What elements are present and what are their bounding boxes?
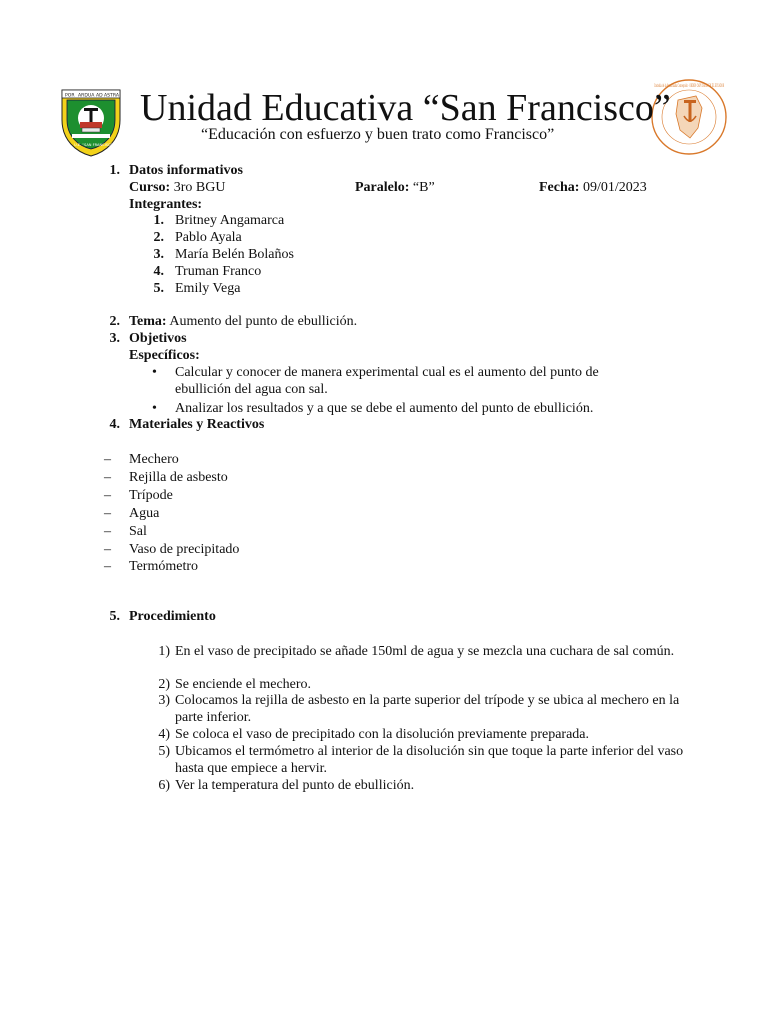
school-shield-logo bbox=[58, 86, 124, 158]
section-number: 5. bbox=[109, 609, 120, 624]
step-number: 4) bbox=[158, 727, 170, 742]
section-heading-objetivos: Objetivos bbox=[129, 331, 187, 346]
member-number: 1. bbox=[153, 213, 164, 228]
dash-icon: – bbox=[104, 488, 111, 503]
step-number: 1) bbox=[158, 644, 170, 659]
curso-label: Curso: bbox=[129, 180, 171, 195]
paralelo-value: “B” bbox=[412, 180, 435, 195]
dash-icon: – bbox=[104, 470, 111, 485]
step-number: 3) bbox=[158, 693, 170, 708]
member-number: 4. bbox=[153, 264, 164, 279]
dash-icon: – bbox=[104, 524, 111, 539]
fecha-label: Fecha: bbox=[539, 180, 580, 195]
section-number: 4. bbox=[109, 417, 120, 432]
fecha-value: 09/01/2023 bbox=[582, 180, 647, 195]
bullet-icon: • bbox=[152, 401, 157, 416]
dash-icon: – bbox=[104, 542, 111, 557]
step-number: 6) bbox=[158, 778, 170, 793]
procedure-step: Colocamos la rejilla de asbesto en la parte superior del trípode y se ubica al mechero en la parte inferior. bbox=[175, 693, 680, 725]
curso-value: 3ro BGU bbox=[173, 180, 226, 195]
section-number: 3. bbox=[109, 331, 120, 346]
section-heading-datos: Datos informativos bbox=[129, 163, 243, 178]
paralelo-field bbox=[355, 179, 435, 196]
objective-item: Analizar los resultados y a que se debe el aumento del punto de ebullición. bbox=[175, 401, 594, 416]
member-name: María Belén Bolaños bbox=[175, 247, 294, 262]
curso-field bbox=[129, 179, 225, 196]
section-number: 1. bbox=[109, 163, 120, 178]
procedure-step: Se coloca el vaso de precipitado con la disolución previamente preparada. bbox=[175, 727, 589, 742]
section-number: 2. bbox=[109, 314, 120, 329]
dash-icon: – bbox=[104, 452, 111, 467]
objective-item: Calcular y conocer de manera experimental cual es el aumento del punto de ebullición del agua con sal. bbox=[175, 365, 599, 397]
page-title: Unidad Educativa “San Francisco” bbox=[140, 87, 671, 129]
integrantes-label: Integrantes: bbox=[129, 197, 203, 212]
emblem-lettering: Custodia de la Inmaculada Concepción · ORDEN CAPUCHINA EN EL ECUADOR bbox=[654, 84, 725, 89]
material-item: Trípode bbox=[129, 488, 173, 503]
logo-caption: U.E. "SAN FRANCISCO" bbox=[74, 143, 116, 147]
material-item: Mechero bbox=[129, 452, 179, 467]
objetivos-especificos-label: Específicos: bbox=[129, 348, 200, 363]
member-number: 3. bbox=[153, 247, 164, 262]
step-number: 5) bbox=[158, 744, 170, 759]
logo-motto-3: AD bbox=[96, 93, 103, 99]
tema-value: Aumento del punto de ebullición. bbox=[169, 314, 358, 329]
dash-icon: – bbox=[104, 506, 111, 521]
procedure-step: Ver la temperatura del punto de ebullición. bbox=[175, 778, 415, 793]
member-number: 2. bbox=[153, 230, 164, 245]
paralelo-label: Paralelo: bbox=[355, 180, 410, 195]
logo-motto-4: ASTRA bbox=[104, 93, 120, 99]
material-item: Termómetro bbox=[129, 559, 198, 574]
material-item: Rejilla de asbesto bbox=[129, 470, 228, 485]
page-subtitle: “Educación con esfuerzo y buen trato como Francisco” bbox=[201, 126, 555, 143]
section-heading-materiales: Materiales y Reactivos bbox=[129, 417, 265, 432]
member-name: Emily Vega bbox=[175, 281, 241, 296]
procedure-step: Se enciende el mechero. bbox=[175, 677, 312, 692]
logo-motto-2: ARDUA bbox=[78, 93, 95, 99]
material-item: Sal bbox=[129, 524, 147, 539]
section-heading-procedimiento: Procedimiento bbox=[129, 609, 216, 624]
tema-field bbox=[129, 313, 357, 330]
member-name: Britney Angamarca bbox=[175, 213, 285, 228]
procedure-step: En el vaso de precipitado se añade 150ml de agua y se mezcla una cuchara de sal común. bbox=[175, 644, 675, 659]
member-name: Truman Franco bbox=[175, 264, 262, 279]
procedure-step: Ubicamos el termómetro al interior de la disolución sin que toque la parte inferior del vaso hasta que empiece a hervir. bbox=[175, 744, 684, 776]
material-item: Vaso de precipitado bbox=[129, 542, 240, 557]
member-number: 5. bbox=[153, 281, 164, 296]
bullet-icon: • bbox=[152, 365, 157, 380]
fecha-field bbox=[539, 179, 647, 196]
material-item: Agua bbox=[129, 506, 160, 521]
tema-label: Tema: bbox=[129, 314, 167, 329]
logo-motto-1: POR bbox=[65, 93, 75, 99]
step-number: 2) bbox=[158, 677, 170, 692]
member-name: Pablo Ayala bbox=[175, 230, 242, 245]
dash-icon: – bbox=[104, 559, 111, 574]
